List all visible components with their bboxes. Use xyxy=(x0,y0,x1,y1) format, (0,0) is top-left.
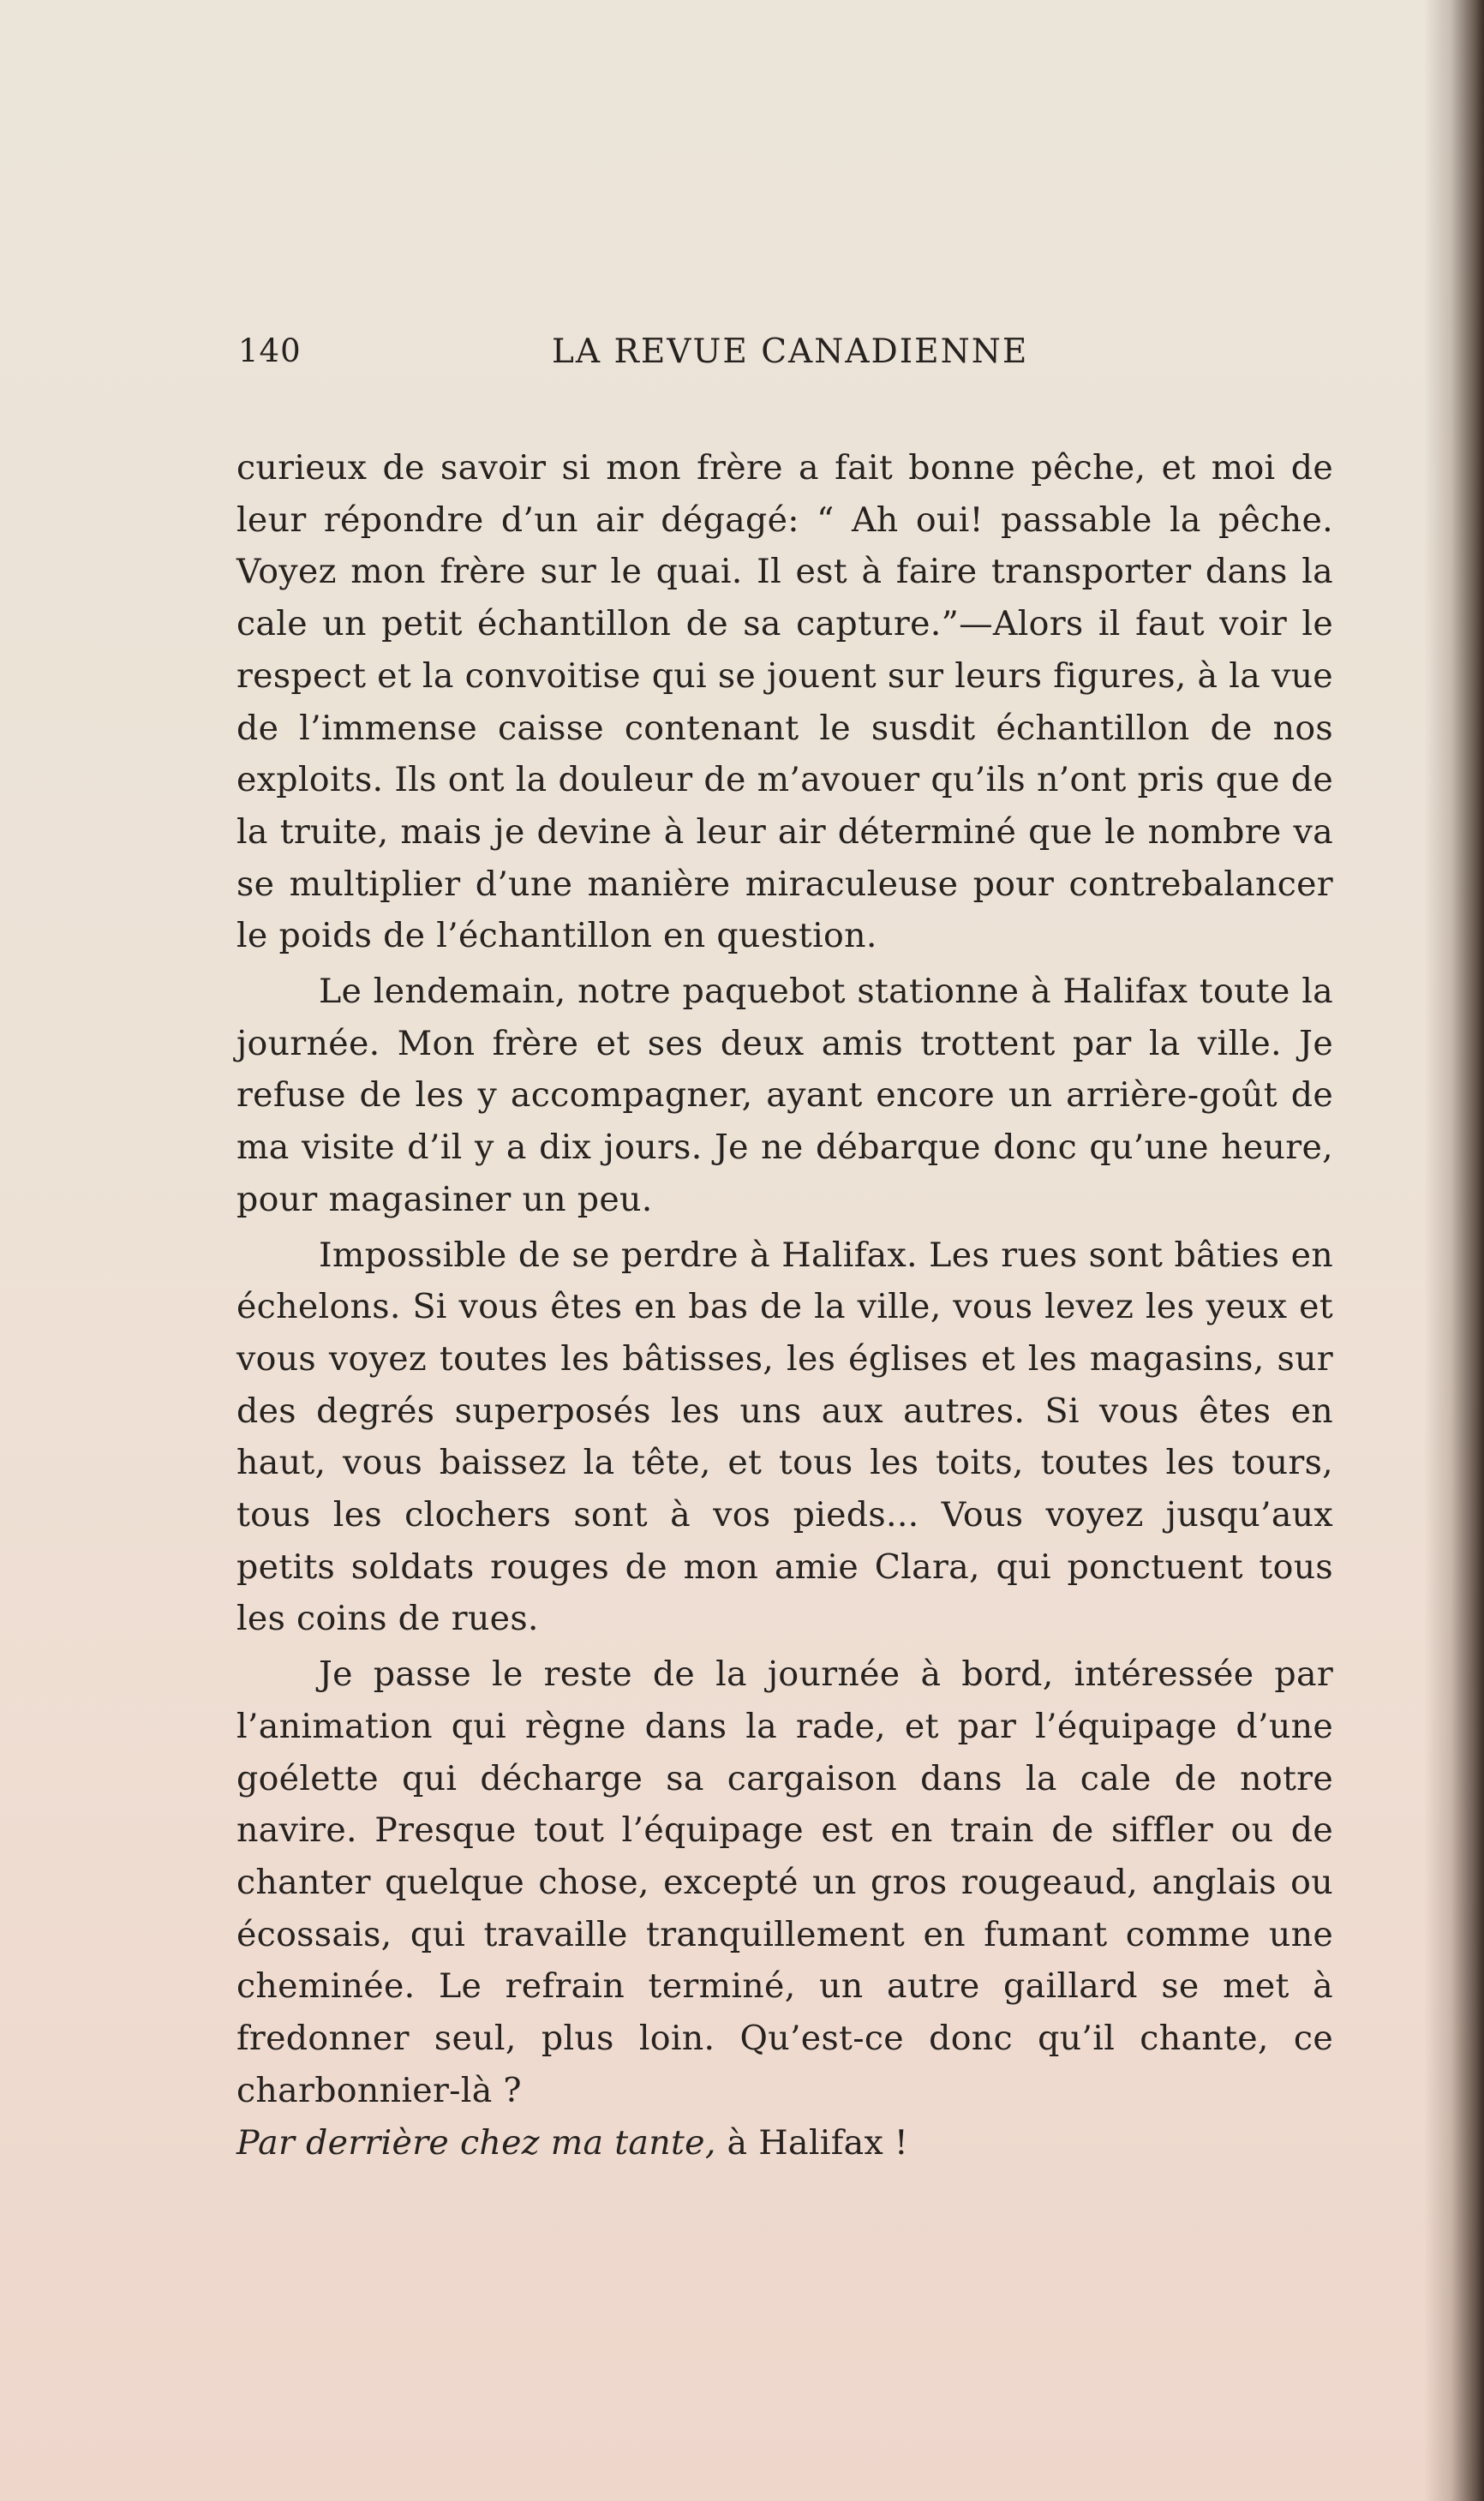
journal-title: LA REVUE CANADIENNE xyxy=(552,332,1029,371)
running-head xyxy=(238,332,1095,384)
paragraph-4-text: Je passe le reste de la journée à bord, intéressée par l’animation qui règne dans la rade, et par l’équipage d’une goélette qui décharge sa cargaison dans la cale de notre navire. Presque tout l’équipage est en train de siffler ou de chanter quelque chose, excepté un gros rougeaud, anglais ou écossais, qui travaille tranquillement en fumant comme une cheminée. Le refrain terminé, un autre gaillard se met à fredonner seul, plus loin. Qu’est-ce donc qu’il chante, ce charbonnier-là ? xyxy=(236,1654,1333,2110)
paragraph-1: curieux de savoir si mon frère a fait bonne pêche, et moi de leur répondre d’un air dégagé: “ Ah oui! passable la pêche. Voyez mon frère sur le quai. Il est à faire transporter dans la cale un petit échantillon de sa capture.”—Alors il faut voir le respect et la convoitise qui se jouent sur leurs figures, à la vue de l’immense caisse contenant le susdit échantillon de nos exploits. Ils ont la douleur de m’avouer qu’ils n’ont pris que de la truite, mais je devine à leur air déterminé que le nombre va se multiplier d’une manière miraculeuse pour contrebalancer le poids de l’échantillon en question. xyxy=(236,448,1333,956)
paragraph-2: Le lendemain, notre paquebot stationne à Halifax toute la journée. Mon frère et ses deux amis trottent par la ville. Je refuse de les y accompagner, ayant encore un arrière-goût de ma visite d’il y a dix jours. Je ne débarque donc qu’une heure, pour magasiner un peu. xyxy=(236,972,1333,1219)
paragraph-4-end: à Halifax ! xyxy=(715,2122,909,2163)
song-title: Par derrière chez ma tante, xyxy=(236,2122,716,2163)
paragraph-4 xyxy=(236,1648,1333,2169)
page-edge-shadow xyxy=(1424,0,1484,2501)
paragraph-3: Impossible de se perdre à Halifax. Les rues sont bâties en échelons. Si vous êtes en bas de la ville, vous levez les yeux et vous voyez toutes les bâtisses, les églises et les magasins, sur des degrés superposés les uns aux autres. Si vous êtes en haut, vous baissez la tête, et tous les toits, toutes les tours, tous les clochers sont à vos pieds... Vous voyez jusqu’aux petits soldats rouges de mon amie Clara, qui ponctuent tous les coins de rues. xyxy=(236,1235,1333,1639)
article-body xyxy=(236,442,1333,2172)
page-number: 140 xyxy=(238,332,302,369)
